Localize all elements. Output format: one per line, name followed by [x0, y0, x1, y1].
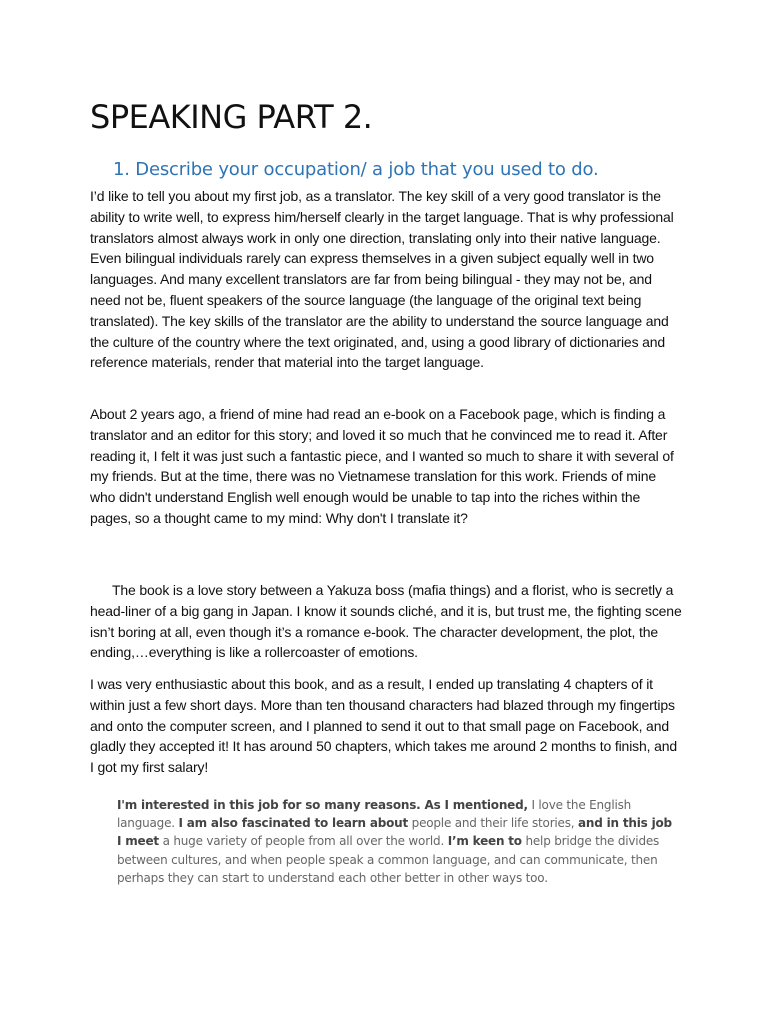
paragraph-translation: I was very enthusiastic about this book, and as a result, I ended up translating 4 chapters of it within just a few short days. More than ten thousand characters had blazed through my fingertips and onto the computer screen, and I planned to send it out to that small page on Facebook, and gladly they accepted it! It has around 50 chapters, which takes me around 2 months to finish, and I got my first salary!	[90, 676, 678, 776]
paragraph-book: The book is a love story between a Yakuza boss (mafia things) and a florist, who is secretly a head-liner of a big gang in Japan. I know it sounds cliché, and it is, but trust me, the fighting scene isn’t boring at all, even though it’s a romance e-book. The character development, the plot, the ending,…everything is like a rollercoaster of emotions.	[90, 582, 682, 661]
quote-text: a huge variety of people from all over the world.	[158, 834, 448, 849]
quote-text: help bridge the divides between cultures, and when people speak a common language, and can communicate, then perhaps they can start to understand each other better in other ways too.	[117, 834, 660, 885]
question-heading: 1. Describe your occupation/ a job that you used to do.	[113, 159, 599, 180]
quote-bold-phrase: I am also fascinated to learn about	[178, 816, 409, 831]
quote-text: people and their life stories,	[408, 816, 579, 831]
paragraph-intro: I’d like to tell you about my first job, as a translator. The key skill of a very good translator is the ability to write well, to express him/herself clearly in the target language. That is why professional translators almost always work in only one direction, translating only into their native language. Even bilingual individuals rarely can express themselves in a given subject equally well in two languages. And many excellent translators are far from being bilingual - they may not be, and need not be, fluent speakers of the source language (the language of the original text being translated). The key skills of the translator are the ability to understand the source language and the culture of the country where the text originated, and, using a good library of dictionaries and reference materials, render that material into the target language.	[90, 188, 674, 371]
paragraph-story: About 2 years ago, a friend of mine had read an e-book on a Facebook page, which is finding a translator and an editor for this story; and loved it so much that he convinced me to read it. After reading it, I felt it was just such a fantastic piece, and I wanted so much to share it with several of my friends. But at the time, there was no Vietnamese translation for this work. Friends of mine who didn't understand English well enough would be unable to tap into the riches within the pages, so a thought came to my mind: Why don't I translate it?	[90, 406, 674, 526]
quote-bold-phrase: I'm interested in this job for so many reasons. As I mentioned,	[117, 798, 528, 812]
quote-bold-phrase: and in this job I meet	[117, 816, 672, 849]
quote-text: I love the English language.	[117, 798, 632, 831]
quote-bold-phrase: I’m keen to	[447, 834, 522, 849]
sample-answer-quote	[117, 796, 677, 887]
page-title: SPEAKING PART 2.	[90, 98, 373, 136]
